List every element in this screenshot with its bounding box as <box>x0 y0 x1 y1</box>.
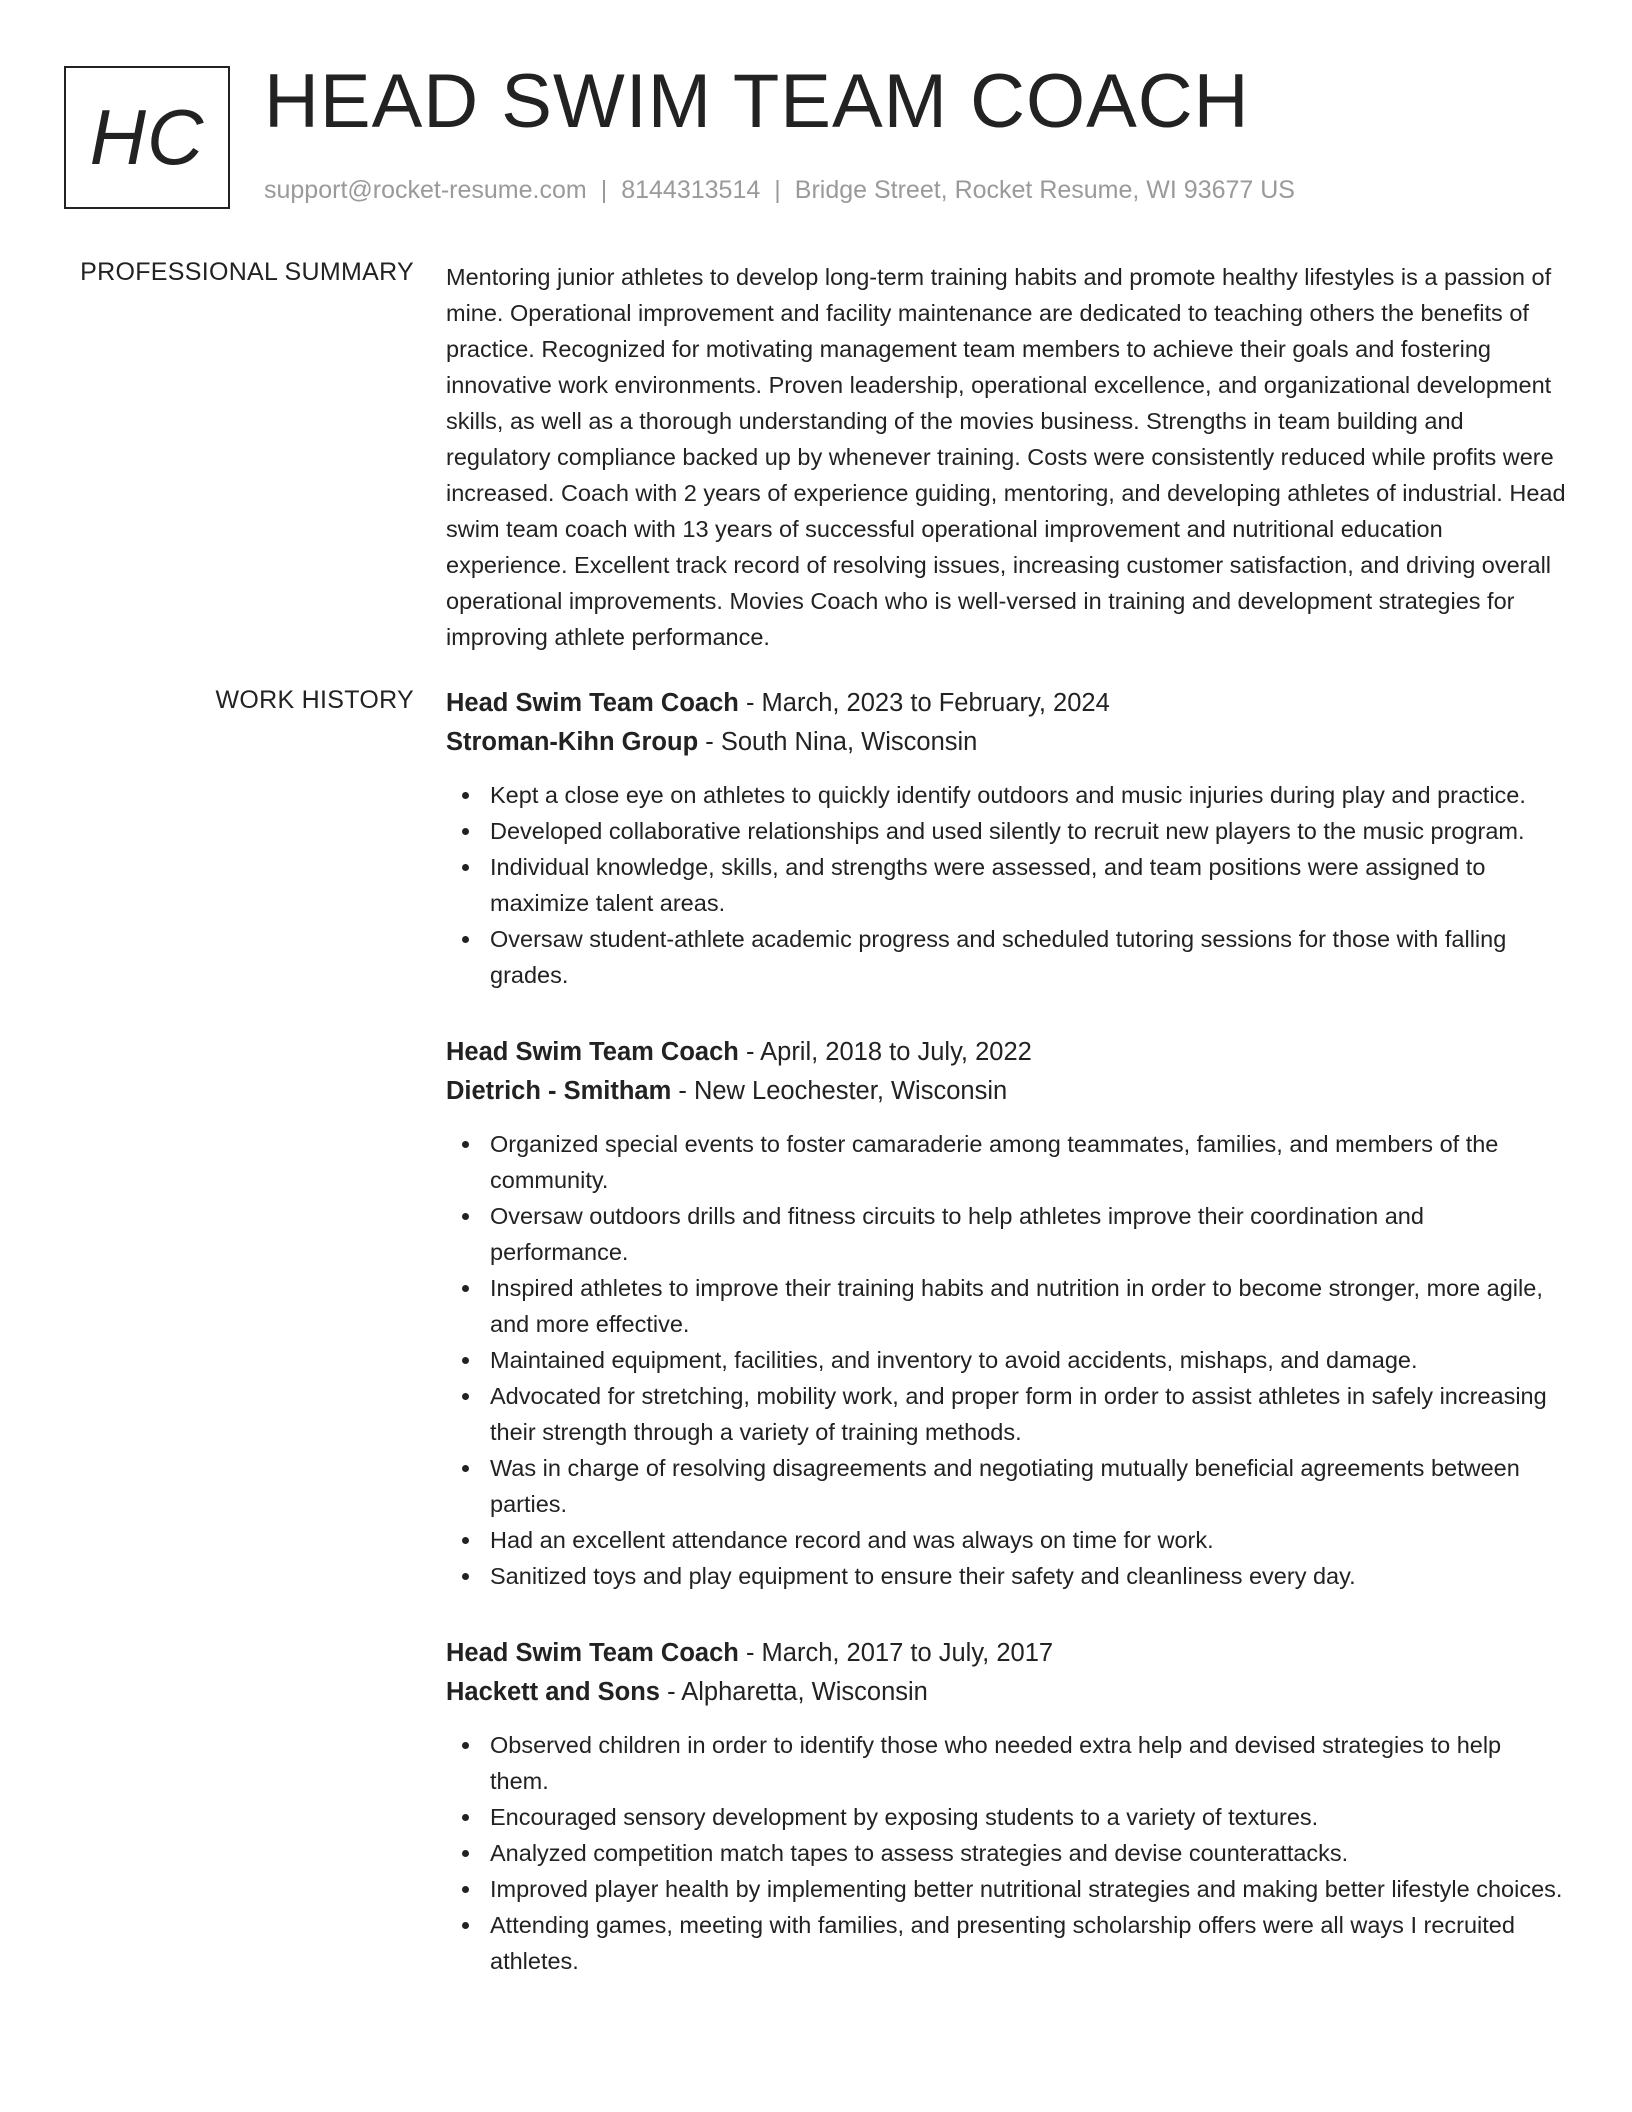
job-title: Head Swim Team Coach <box>446 689 739 717</box>
job-bullet: Advocated for stretching, mobility work, and proper form in order to assist athletes in safely increasing their strength through a variety of training methods. <box>446 1378 1566 1450</box>
job-title-line <box>446 1033 1566 1072</box>
job-bullet: Oversaw outdoors drills and fitness circuits to help athletes improve their coordination and performance. <box>446 1198 1566 1270</box>
contact-address: Bridge Street, Rocket Resume, WI 93677 US <box>794 176 1295 204</box>
job-bullet: Developed collaborative relationships and used silently to recruit new players to the music program. <box>446 813 1566 849</box>
contact-separator: | <box>600 176 608 204</box>
job-entry <box>446 1634 1566 1979</box>
job-bullet: Encouraged sensory development by exposing students to a variety of textures. <box>446 1799 1566 1835</box>
job-bullets <box>446 1727 1566 1979</box>
job-title: Head Swim Team Coach <box>446 1639 739 1667</box>
contact-email[interactable]: support@rocket-resume.com <box>264 176 587 204</box>
job-company-line <box>446 1072 1566 1111</box>
job-bullet: Sanitized toys and play equipment to ensure their safety and cleanliness every day. <box>446 1558 1566 1594</box>
job-company: Dietrich - Smitham <box>446 1077 672 1105</box>
job-bullet: Improved player health by implementing better nutritional strategies and making better lifestyle choices. <box>446 1871 1566 1907</box>
job-bullet: Was in charge of resolving disagreements and negotiating mutually beneficial agreements between parties. <box>446 1450 1566 1522</box>
job-company-line <box>446 1673 1566 1712</box>
job-bullet: Observed children in order to identify those who needed extra help and devised strategies to help them. <box>446 1727 1566 1799</box>
job-entry <box>446 684 1566 993</box>
work-history-label: WORK HISTORY <box>215 686 414 714</box>
job-location: - South Nina, Wisconsin <box>698 728 978 756</box>
summary-label: PROFESSIONAL SUMMARY <box>80 258 414 286</box>
contact-line <box>264 176 1295 205</box>
job-bullet: Individual knowledge, skills, and strengths were assessed, and team positions were assigned to maximize talent areas. <box>446 849 1566 921</box>
summary-body <box>446 259 1566 655</box>
job-bullet: Oversaw student-athlete academic progress and scheduled tutoring sessions for those with falling grades. <box>446 921 1566 993</box>
job-bullet: Organized special events to foster camaraderie among teammates, families, and members of the community. <box>446 1126 1566 1198</box>
monogram-initials: HC <box>89 93 205 181</box>
job-bullet: Attending games, meeting with families, and presenting scholarship offers were all ways I recruited athletes. <box>446 1907 1566 1979</box>
job-bullets <box>446 777 1566 993</box>
job-entry <box>446 1033 1566 1594</box>
job-bullet: Kept a close eye on athletes to quickly identify outdoors and music injuries during play and practice. <box>446 777 1566 813</box>
work-history-body <box>446 684 1566 2019</box>
job-dates: - April, 2018 to July, 2022 <box>738 1038 1032 1066</box>
job-title-line <box>446 684 1566 723</box>
job-dates: - March, 2017 to July, 2017 <box>738 1639 1054 1667</box>
job-bullets <box>446 1126 1566 1594</box>
contact-separator: | <box>774 176 781 204</box>
job-location: - Alpharetta, Wisconsin <box>659 1678 928 1706</box>
job-bullet: Inspired athletes to improve their training habits and nutrition in order to become stronger, more agile, and more effective. <box>446 1270 1566 1342</box>
job-company-line <box>446 723 1566 762</box>
resume-title: HEAD SWIM TEAM COACH <box>264 59 1250 144</box>
job-bullet: Maintained equipment, facilities, and inventory to avoid accidents, mishaps, and damage. <box>446 1342 1566 1378</box>
job-bullet: Had an excellent attendance record and was always on time for work. <box>446 1522 1566 1558</box>
job-company: Hackett and Sons <box>446 1678 660 1706</box>
summary-text: Mentoring junior athletes to develop long-term training habits and promote healthy lifestyles is a passion of mine. Operational improvement and facility maintenance are dedicated to teaching others the benefits of practice. Recognized for motivating management team members to achieve their goals and fostering innovative work environments. Proven leadership, operational excellence, and organizational development skills, as well as a thorough understanding of the movies business. Strengths in team building and regulatory compliance backed up by whenever training. Costs were consistently reduced while profits were increased. Coach with 2 years of experience guiding, mentoring, and developing athletes of industrial. Head swim team coach with 13 years of successful operational improvement and nutritional education experience. Excellent track record of resolving issues, increasing customer satisfaction, and driving overall operational improvements. Movies Coach who is well-versed in training and development strategies for improving athlete performance. <box>446 264 1566 650</box>
job-title: Head Swim Team Coach <box>446 1038 739 1066</box>
job-location: - New Leochester, Wisconsin <box>671 1077 1008 1105</box>
job-title-line <box>446 1634 1566 1673</box>
contact-phone[interactable]: 8144313514 <box>621 176 761 204</box>
job-dates: - March, 2023 to February, 2024 <box>738 689 1110 717</box>
monogram-box <box>64 66 230 209</box>
job-bullet: Analyzed competition match tapes to assess strategies and devise counterattacks. <box>446 1835 1566 1871</box>
job-company: Stroman-Kihn Group <box>446 728 699 756</box>
